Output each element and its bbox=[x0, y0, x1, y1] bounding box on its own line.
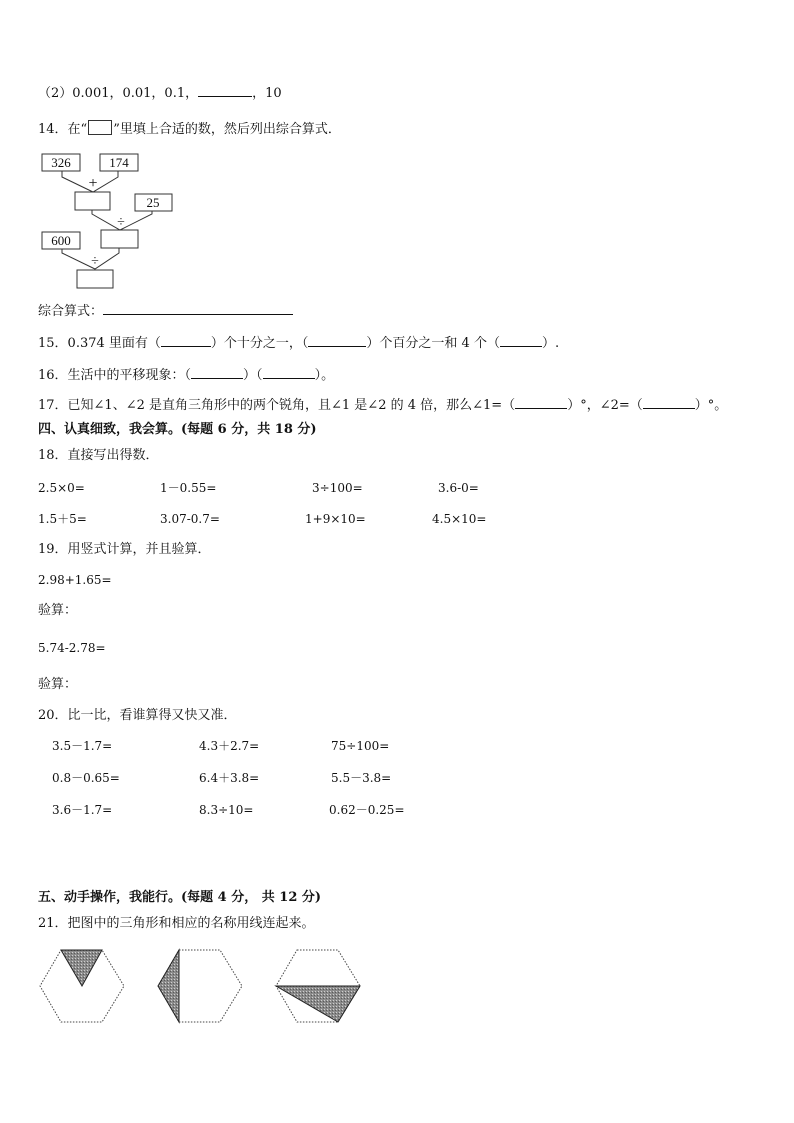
q18-title: 18．直接写出得数． bbox=[38, 448, 159, 463]
q18-item: 1+9×10= bbox=[305, 512, 366, 526]
section-5-heading: 五、动手操作，我能行。(每题 4 分， 共 12 分) bbox=[38, 890, 322, 905]
q20-item: 75÷100= bbox=[331, 739, 390, 753]
q13-part2-prefix: （2）0.001，0.01，0.1， bbox=[38, 86, 199, 101]
q20-item: 6.4＋3.8= bbox=[199, 771, 260, 785]
q20-item: 8.3÷10= bbox=[199, 803, 254, 817]
q20-item: 0.62－0.25= bbox=[329, 803, 405, 817]
q15-text-4: ）. bbox=[541, 336, 560, 351]
q14-answer-box-1[interactable] bbox=[75, 192, 110, 210]
q17-blank-2[interactable] bbox=[643, 396, 695, 409]
q18-item: 1－0.55= bbox=[160, 481, 217, 495]
shaded-triangle-3[interactable] bbox=[276, 986, 360, 1022]
q18-item: 3.6-0= bbox=[438, 481, 479, 495]
q14-num-3: 25 bbox=[146, 195, 160, 210]
q18-item: 3÷100= bbox=[312, 481, 363, 495]
q20-item: 3.5－1.7= bbox=[52, 739, 113, 753]
q21-hexagon-figures bbox=[0, 946, 794, 1036]
q14-op-2: ÷ bbox=[117, 215, 125, 230]
hexagon-figure-2 bbox=[158, 950, 242, 1022]
q15-blank-3[interactable] bbox=[500, 334, 542, 347]
q14-num-2: 174 bbox=[109, 155, 129, 170]
q19-check-1: 验算： bbox=[38, 603, 78, 618]
q16-text-3: ）。 bbox=[314, 368, 335, 383]
hexagon-figure-1 bbox=[40, 950, 124, 1022]
q18-item: 4.5×10= bbox=[432, 512, 487, 526]
q13-part2-blank[interactable] bbox=[198, 84, 252, 97]
q15-blank-2[interactable] bbox=[308, 334, 366, 347]
q16-text-1: 16．生活中的平移现象：（ bbox=[38, 368, 192, 383]
q13-part2 bbox=[38, 84, 282, 102]
q16-blank-2[interactable] bbox=[263, 366, 315, 379]
q18-item: 2.5×0= bbox=[38, 481, 85, 495]
q14-box-sample bbox=[88, 120, 112, 135]
q19-expr-1: 2.98+1.65= bbox=[38, 573, 112, 587]
q14-diagram bbox=[0, 150, 794, 310]
q20-item: 3.6－1.7= bbox=[52, 803, 113, 817]
q16 bbox=[38, 366, 334, 384]
q15-blank-1[interactable] bbox=[161, 334, 211, 347]
q14-prompt bbox=[38, 120, 341, 138]
q14-formula bbox=[38, 302, 293, 320]
q20-item: 0.8－0.65= bbox=[52, 771, 120, 785]
q15-text-1: 15．0.374 里面有（ bbox=[38, 336, 161, 351]
q14-text-pre: 14．在“ bbox=[38, 122, 88, 137]
q18-item: 1.5＋5= bbox=[38, 512, 87, 526]
hexagon-figure-3 bbox=[276, 950, 360, 1022]
q15 bbox=[38, 334, 559, 352]
q19-check-2: 验算： bbox=[38, 677, 78, 692]
shaded-triangle-1[interactable] bbox=[61, 950, 102, 986]
q14-answer-box-2[interactable] bbox=[101, 230, 138, 248]
q20-item: 5.5－3.8= bbox=[331, 771, 392, 785]
q15-text-3: ）个百分之一和 4 个（ bbox=[366, 336, 500, 351]
q14-text-post: ”里填上合适的数，然后列出综合算式． bbox=[113, 122, 341, 137]
shaded-triangle-2[interactable] bbox=[158, 950, 179, 1022]
q14-answer-box-3[interactable] bbox=[77, 270, 113, 288]
q15-text-2: ）个十分之一，（ bbox=[210, 336, 309, 351]
q20-title: 20．比一比，看谁算得又快又准． bbox=[38, 708, 237, 723]
q16-text-2: ）（ bbox=[243, 368, 263, 383]
section-4-heading: 四、认真细致，我会算。(每题 6 分，共 18 分) bbox=[38, 422, 317, 437]
q18-item: 3.07-0.7= bbox=[160, 512, 220, 526]
q17-text-3: ）°。 bbox=[694, 398, 728, 413]
q17 bbox=[38, 396, 727, 414]
q14-op-1: + bbox=[88, 175, 98, 192]
q19-title: 19．用竖式计算，并且验算． bbox=[38, 542, 211, 557]
q14-num-4: 600 bbox=[51, 233, 71, 248]
q13-part2-suffix: ，10 bbox=[252, 86, 282, 101]
q17-text-2: ）°，∠2=（ bbox=[567, 398, 643, 413]
q14-formula-label: 综合算式： bbox=[38, 304, 104, 319]
q14-formula-blank[interactable] bbox=[103, 302, 293, 315]
q17-text-1: 17．已知∠1、∠2 是直角三角形中的两个锐角，且∠1 是∠2 的 4 倍，那么∠1=（ bbox=[38, 398, 516, 413]
q19-expr-2: 5.74-2.78= bbox=[38, 641, 106, 655]
q20-item: 4.3＋2.7= bbox=[199, 739, 260, 753]
q21-title: 21．把图中的三角形和相应的名称用线连起来。 bbox=[38, 916, 315, 931]
q14-op-3: ÷ bbox=[91, 254, 99, 269]
q17-blank-1[interactable] bbox=[515, 396, 567, 409]
q16-blank-1[interactable] bbox=[191, 366, 243, 379]
q14-num-1: 326 bbox=[51, 155, 71, 170]
